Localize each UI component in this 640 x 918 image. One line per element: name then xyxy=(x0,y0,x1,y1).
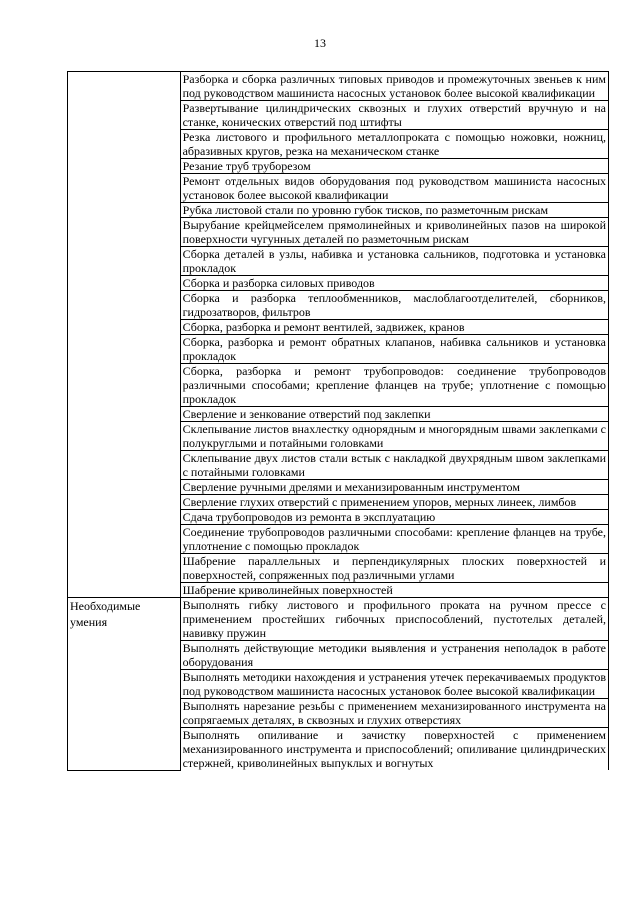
item-text: Развертывание цилиндрических сквозных и глухих отверстий вручную и на станке, конических отверстий под штифты xyxy=(182,101,606,129)
item-cell xyxy=(180,174,608,203)
item-cell xyxy=(180,159,608,174)
item-cell xyxy=(180,451,608,480)
item-text: Резание труб труборезом xyxy=(182,159,311,173)
item-text: Выполнять гибку листового и профильного проката на ручном прессе с применением простейших гибочных приспособлений, пустотелых деталей, навивку пружин xyxy=(182,598,606,640)
item-cell xyxy=(180,728,608,771)
item-cell xyxy=(180,422,608,451)
table-body xyxy=(68,72,609,771)
item-cell xyxy=(180,218,608,247)
item-cell xyxy=(180,495,608,510)
item-cell xyxy=(180,101,608,130)
item-cell xyxy=(180,480,608,495)
item-text: Сборка деталей в узлы, набивка и установка сальников, подготовка и установка прокладок xyxy=(182,247,606,275)
item-text: Вырубание крейцмейселем прямолинейных и криволинейных пазов на широкой поверхности чугунных деталей по разметочным рискам xyxy=(182,218,606,246)
item-text: Сборка и разборка теплообменников, маслоблагоотделителей, сборников, гидрозатворов, фильтров xyxy=(182,291,606,319)
item-text: Сборка и разборка силовых приводов xyxy=(182,276,375,290)
item-text: Сдача трубопроводов из ремонта в эксплуатацию xyxy=(182,510,436,524)
item-text: Шабрение параллельных и перпендикулярных плоских поверхностей и поверхностей, сопряженных под различными углами xyxy=(182,554,606,582)
item-cell xyxy=(180,641,608,670)
item-text: Рубка листовой стали по уровню губок тисков, по разметочным рискам xyxy=(182,203,549,217)
item-text: Выполнять методики нахождения и устранения утечек перекачиваемых продуктов под руководством машиниста насосных установок более высокой квалификации xyxy=(182,670,606,698)
item-text: Сверление и зенкование отверстий под заклепки xyxy=(182,407,431,421)
item-text: Шабрение криволинейных поверхностей xyxy=(182,583,393,597)
item-text: Сверление глухих отверстий с применением упоров, мерных линеек, лимбов xyxy=(182,495,577,509)
item-cell xyxy=(180,554,608,583)
item-cell xyxy=(180,276,608,291)
item-cell xyxy=(180,320,608,335)
item-text: Резка листового и профильного металлопроката с помощью ножовки, ножниц, абразивных кругов, резка на механическом станке xyxy=(182,130,606,158)
item-cell xyxy=(180,407,608,422)
item-text: Склепывание двух листов стали встык с накладкой двухрядным швом заклепками с потайными головками xyxy=(182,451,606,479)
table-row xyxy=(68,72,609,101)
item-cell xyxy=(180,598,608,641)
item-cell xyxy=(180,72,608,101)
section-label-cell xyxy=(68,72,181,598)
section-label-cell-skills xyxy=(68,598,181,771)
item-text: Сверление ручными дрелями и механизированным инструментом xyxy=(182,480,520,494)
table-row xyxy=(68,598,609,641)
item-text: Сборка, разборка и ремонт обратных клапанов, набивка сальников и установка прокладок xyxy=(182,335,606,363)
item-cell xyxy=(180,247,608,276)
requirements-table xyxy=(67,71,609,771)
item-text: Соединение трубопроводов различными способами: крепление фланцев на трубе, уплотнение с помощью прокладок xyxy=(182,525,606,553)
item-cell xyxy=(180,203,608,218)
item-cell xyxy=(180,670,608,699)
section-label: Необходимые умения xyxy=(70,599,141,629)
item-cell xyxy=(180,364,608,407)
item-cell xyxy=(180,583,608,598)
item-text: Сборка, разборка и ремонт трубопроводов: соединение трубопроводов различными способами; крепление фланцев на трубе; уплотнение с помощью прокладок xyxy=(182,364,606,406)
item-cell xyxy=(180,291,608,320)
item-cell xyxy=(180,525,608,554)
item-cell xyxy=(180,335,608,364)
item-text: Выполнять действующие методики выявления и устранения неполадок в работе оборудования xyxy=(182,641,606,669)
item-text: Выполнять нарезание резьбы с применением механизированного инструмента на сопрягаемых деталях, в сквозных и глухих отверстиях xyxy=(182,699,606,727)
item-text: Выполнять опиливание и зачистку поверхностей с применением механизированного инструмента и приспособлений; опиливание цилиндрических стержней, криволинейных выпуклых и вогнутых xyxy=(182,728,606,770)
item-text: Разборка и сборка различных типовых приводов и промежуточных звеньев к ним под руководством машиниста насосных установок более высокой квалификации xyxy=(182,72,606,100)
item-cell xyxy=(180,510,608,525)
page-number: 13 xyxy=(314,36,326,50)
item-text: Сборка, разборка и ремонт вентилей, задвижек, кранов xyxy=(182,320,465,334)
item-text: Ремонт отдельных видов оборудования под руководством машиниста насосных установок более высокой квалификации xyxy=(182,174,606,202)
item-cell xyxy=(180,699,608,728)
item-text: Склепывание листов внахлестку однорядным и многорядным швами заклепками с полукруглыми и потайными головками xyxy=(182,422,606,450)
item-cell xyxy=(180,130,608,159)
